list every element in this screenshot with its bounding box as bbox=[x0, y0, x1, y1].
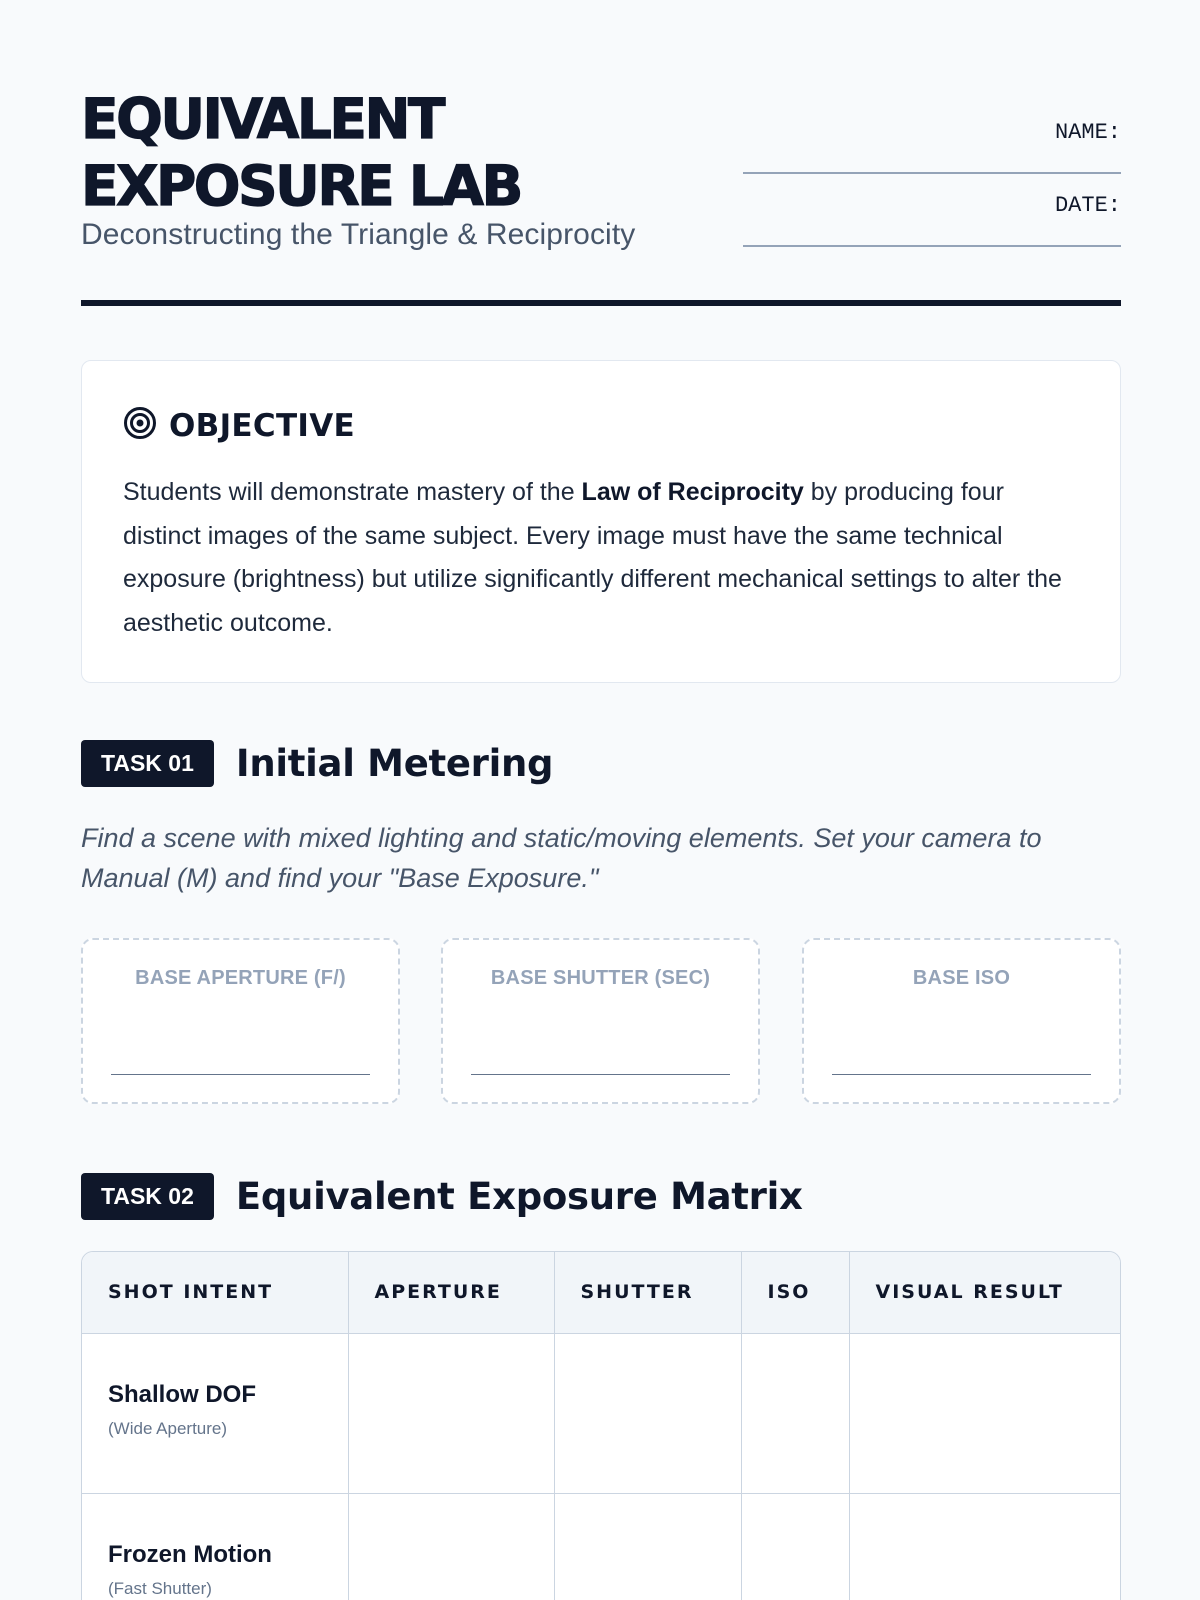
column-header-iso: ISO bbox=[741, 1252, 849, 1333]
task-01-heading bbox=[81, 740, 553, 787]
visual-result-cell[interactable] bbox=[849, 1333, 1121, 1493]
name-input-line[interactable] bbox=[743, 172, 1121, 174]
base-iso-label: BASE ISO bbox=[912, 967, 1011, 989]
objective-text bbox=[123, 471, 1083, 645]
shot-intent-note: (Wide Aperture) bbox=[108, 1418, 228, 1438]
base-aperture-box[interactable] bbox=[81, 938, 400, 1104]
date-label: DATE: bbox=[1054, 193, 1121, 218]
task-01-badge: TASK 01 bbox=[81, 740, 214, 787]
column-header-visual-result: VISUAL RESULT bbox=[849, 1252, 1121, 1333]
base-aperture-input[interactable] bbox=[111, 1074, 370, 1075]
base-settings-inputs bbox=[81, 938, 1121, 1104]
objective-text-bold: Law of Reciprocity bbox=[581, 478, 804, 506]
table-header-row bbox=[82, 1252, 1121, 1333]
objective-text-end: by producing four distinct images of the same subject. Every image must have the same technical exposure (brightness) but utilize significantly different mechanical settings to alter the aesthetic outcome. bbox=[123, 478, 1062, 637]
name-label: NAME: bbox=[1054, 120, 1121, 145]
iso-cell[interactable] bbox=[741, 1493, 849, 1600]
worksheet-header bbox=[81, 86, 1121, 256]
name-field[interactable] bbox=[743, 120, 1121, 193]
base-shutter-input[interactable] bbox=[471, 1074, 730, 1075]
shot-intent-cell bbox=[82, 1333, 348, 1493]
base-shutter-box[interactable] bbox=[441, 938, 760, 1104]
student-info bbox=[743, 120, 1121, 266]
header-divider bbox=[81, 300, 1121, 306]
base-aperture-label: BASE APERTURE (F/) bbox=[135, 967, 346, 989]
shot-intent-title: Shallow DOF bbox=[108, 1380, 257, 1408]
table-row bbox=[82, 1333, 1121, 1493]
shot-intent-note: (Fast Shutter) bbox=[108, 1578, 212, 1598]
iso-cell[interactable] bbox=[741, 1333, 849, 1493]
column-header-aperture: APERTURE bbox=[348, 1252, 554, 1333]
date-input-line[interactable] bbox=[743, 245, 1121, 247]
exposure-matrix-table bbox=[81, 1251, 1121, 1600]
page-subtitle: Deconstructing the Triangle & Reciprocity bbox=[81, 218, 636, 251]
task-01-description: Find a scene with mixed lighting and static/moving elements. Set your camera to Manual (M) and find your "Base Exposure." bbox=[81, 823, 1042, 893]
task-02-heading bbox=[81, 1173, 803, 1220]
shot-intent-title: Frozen Motion bbox=[108, 1540, 272, 1568]
base-iso-input[interactable] bbox=[832, 1074, 1091, 1075]
objective-card bbox=[81, 360, 1121, 683]
shutter-cell[interactable] bbox=[554, 1333, 741, 1493]
shot-intent-cell bbox=[82, 1493, 348, 1600]
date-field[interactable] bbox=[743, 193, 1121, 266]
title-line-2: EXPOSURE LAB bbox=[81, 154, 521, 218]
table-row bbox=[82, 1493, 1121, 1600]
task-02-title: Equivalent Exposure Matrix bbox=[235, 1175, 803, 1218]
base-shutter-label: BASE SHUTTER (SEC) bbox=[490, 967, 711, 989]
objective-text-start: Students will demonstrate mastery of the bbox=[123, 478, 582, 506]
target-icon bbox=[123, 406, 157, 445]
column-header-shutter: SHUTTER bbox=[554, 1252, 741, 1333]
task-01-title: Initial Metering bbox=[235, 742, 554, 785]
column-header-shot-intent: SHOT INTENT bbox=[82, 1252, 348, 1333]
visual-result-cell[interactable] bbox=[849, 1493, 1121, 1600]
shutter-cell[interactable] bbox=[554, 1493, 741, 1600]
base-iso-box[interactable] bbox=[802, 938, 1121, 1104]
objective-title: OBJECTIVE bbox=[169, 407, 355, 444]
aperture-cell[interactable] bbox=[348, 1333, 554, 1493]
title-line-1: EQUIVALENT bbox=[81, 87, 444, 151]
task-02-badge: TASK 02 bbox=[81, 1173, 214, 1220]
objective-heading bbox=[123, 406, 355, 445]
aperture-cell[interactable] bbox=[348, 1493, 554, 1600]
